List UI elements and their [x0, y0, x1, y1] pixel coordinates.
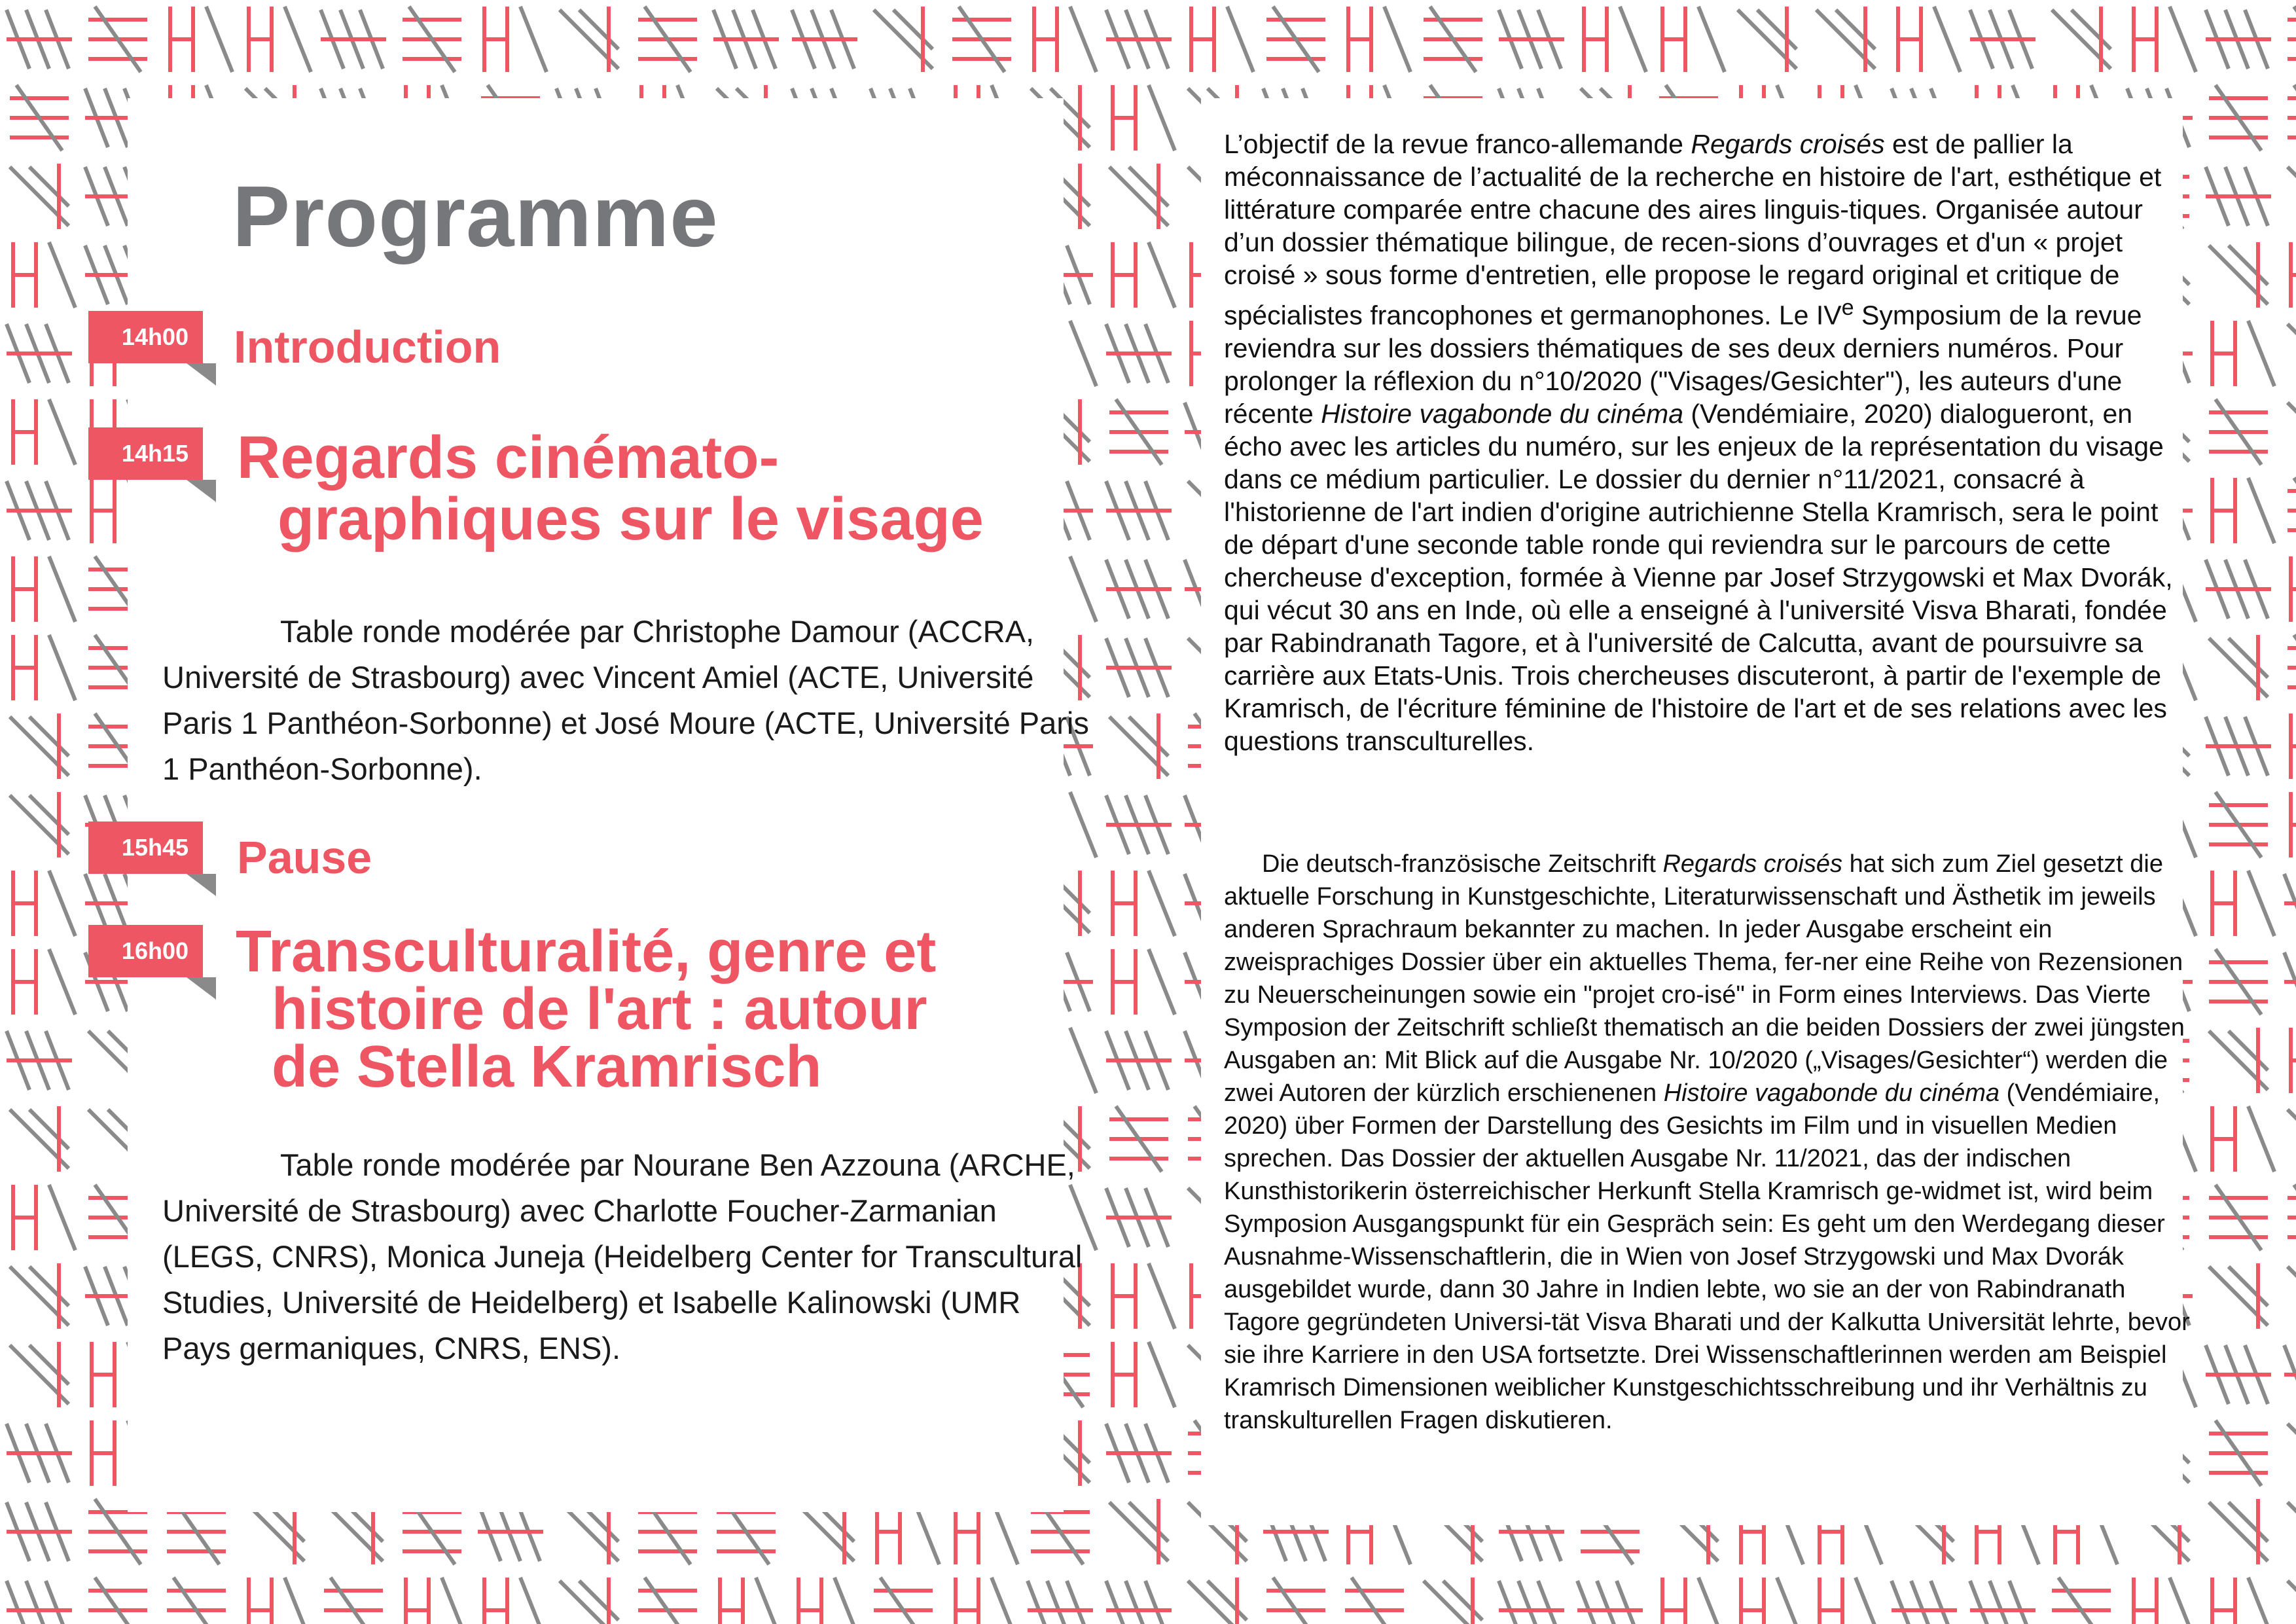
pattern-cell: [1738, 7, 1797, 72]
pattern-cell: [2287, 321, 2296, 386]
pattern-cell: [952, 7, 1011, 72]
pattern-cell: [1109, 164, 1168, 229]
pattern-cell: [10, 1263, 69, 1329]
pattern-line: [2287, 1502, 2296, 1561]
pattern-line: [331, 1578, 376, 1624]
pattern-line: [1070, 7, 1096, 72]
pattern-cell: [2206, 167, 2271, 226]
book-title: Histoire vagabonde du cinéma: [1321, 398, 1683, 429]
pattern-cell: [10, 1106, 69, 1172]
time-label: 15h45: [88, 821, 203, 874]
pattern-cell: [2209, 1499, 2268, 1564]
pattern-cell: [1034, 7, 1096, 72]
pattern-cell: [2209, 1420, 2268, 1486]
pattern-cell: [403, 7, 461, 72]
pattern-cell: [170, 7, 232, 72]
pattern-line: [1777, 1578, 1803, 1624]
pattern-line: [1518, 1581, 1541, 1624]
pattern-line: [579, 1581, 619, 1620]
pattern-cell: [2287, 164, 2296, 229]
pattern-line: [1836, 10, 1875, 49]
pattern-line: [1384, 7, 1410, 72]
pattern-line: [2229, 245, 2268, 285]
title-line: de Stella Kramrisch: [272, 1034, 822, 1100]
pattern-line: [2170, 1578, 2196, 1624]
pattern-cell: [2291, 242, 2296, 308]
pattern-cell: [874, 7, 933, 72]
pattern-cell: [13, 949, 75, 1015]
pattern-line: [1129, 167, 1168, 206]
pattern-cell: [1113, 871, 1175, 936]
pattern-line: [992, 1578, 1018, 1624]
text-run: est de pallier la méconnaissance de l’actualité de la recherche en histoire de l'art, esthétique et littérature comparée entre chacune des aires linguis-tiques. Organisée autour d’un dossier thématique bilingue, de recen-sions d’ouvrages et d'un « projet croisé » sous forme d'entretien, elle propose le regard original et critique de spécialistes francophones et germanophones. Le IV: [1224, 129, 2162, 331]
pattern-cell: [1109, 1499, 1168, 1564]
pattern-cell: [2284, 1345, 2296, 1404]
pattern-cell: [2284, 952, 2296, 1011]
pattern-line: [285, 1578, 311, 1624]
book-title: Histoire vagabonde du cinéma: [1663, 1079, 2000, 1107]
pattern-line: [2248, 1106, 2274, 1172]
pattern-line: [49, 635, 75, 700]
pattern-cell: [10, 164, 69, 229]
pattern-cell: [1188, 1578, 1247, 1624]
pattern-line: [2229, 1031, 2268, 1070]
pattern-line: [1499, 1581, 1522, 1624]
pattern-cell: [1741, 1578, 1803, 1624]
pattern-line: [29, 795, 69, 835]
pattern-cell: [13, 1185, 75, 1250]
pattern-cell: [2209, 1263, 2268, 1329]
pattern-cell: [1970, 10, 2036, 69]
pattern-cell: [2212, 321, 2274, 386]
pattern-cell: [1898, 7, 1960, 72]
pattern-cell: [2134, 7, 2196, 72]
time-label: 16h00: [88, 925, 203, 977]
pattern-cell: [1499, 1581, 1564, 1624]
pattern-cell: [874, 1578, 933, 1624]
pattern-cell: [1028, 1581, 1093, 1624]
session-description-transculturalite: Table ronde modérée par Nourane Ben Azzouna (ARCHE, Université de Strasbourg) avec Charlotte Foucher-Zarmanian (LEGS, CNRS), Monica Juneja (Heidelberg Center for Transcultural Studies, Université de Heidelberg) et Isabelle Kalinowski (UMR Pays germaniques, CNRS, ENS).: [162, 1147, 1083, 1365]
pattern-line: [1698, 1578, 1725, 1624]
pattern-cell: [484, 7, 547, 72]
pattern-cell: [406, 1578, 468, 1624]
pattern-line: [1911, 1581, 1934, 1624]
pattern-line: [1149, 949, 1175, 1015]
pattern-line: [1538, 1581, 1561, 1624]
session-title-introduction: Introduction: [234, 321, 501, 372]
pattern-cell: [2287, 1263, 2296, 1329]
pattern-cell: [1106, 481, 1172, 540]
pattern-cell: [713, 10, 779, 69]
pattern-line: [29, 1267, 69, 1306]
pattern-cell: [2209, 85, 2268, 151]
pattern-line: [1620, 7, 1646, 72]
pattern-cell: [1106, 1581, 1172, 1624]
pattern-line: [1070, 321, 1096, 386]
pattern-line: [834, 1578, 861, 1624]
tag-fold: [187, 874, 216, 896]
pattern-cell: [2287, 85, 2296, 151]
pattern-cell: [2287, 7, 2296, 72]
pattern-line: [29, 1345, 69, 1384]
text-run: L’objectif de la revue franco-allemande: [1224, 129, 1691, 159]
pattern-line: [2248, 871, 2274, 936]
pattern-line: [49, 556, 75, 622]
pattern-cell: [2209, 949, 2268, 1015]
pattern-line: [1931, 1581, 1954, 1624]
pattern-cell: [560, 7, 619, 72]
pattern-cell: [2287, 478, 2296, 543]
pattern-cell: [13, 399, 75, 465]
pattern-cell: [1584, 7, 1646, 72]
session-description-regards: Table ronde modérée par Christophe Damour (ACCRA, Université de Strasbourg) avec Vincent Amiel (ACTE, Université Paris 1 Panthéon-Sorbonne) et José Moure (ACTE, Université Paris 1 Panthéon-Sorbonne).: [162, 614, 1089, 786]
pattern-line: [442, 1578, 468, 1624]
pattern-cell: [88, 1578, 147, 1624]
pattern-cell: [638, 7, 697, 72]
text-run: hat sich zum Ziel gesetzt die aktuelle Forschung in Kunstgeschichte, Literaturwissenschaft und Ästhetik im jeweils anderen Sprachraum bekannter zu machen. In jeder Ausgabe erscheint ein zweisprachiges Dossier über ein aktuelles Thema, fer-ner eine Reihe von Rezensionen zu Neuerscheinungen sowie ein "projet cro-isé" in Form eines Interviews. Das Vierte Symposion der Zeitschrift schließt thematisch an die beiden Dossiers der zwei jüngsten Ausgaben an: Mit Blick auf die Ausgabe Nr. 10/2020 („Visages/Gesichter“) werden die zwei Autoren der kürzlich erschienenen: [1224, 850, 2185, 1107]
pattern-cell: [638, 1578, 697, 1624]
pattern-cell: [2209, 1028, 2268, 1093]
pattern-line: [1273, 1578, 1319, 1624]
pattern-cell: [2212, 871, 2274, 936]
pattern-cell: [2287, 635, 2296, 700]
tag-fold: [187, 363, 216, 386]
pattern-cell: [1191, 7, 1253, 72]
pattern-line: [1892, 1581, 1914, 1624]
pattern-cell: [1106, 10, 1172, 69]
pattern-line: [285, 7, 311, 72]
pattern-cell: [2287, 1578, 2296, 1624]
pattern-line: [1145, 1581, 1168, 1624]
pattern-cell: [1499, 10, 1564, 69]
pattern-line: [1617, 1581, 1640, 1624]
pattern-line: [49, 242, 75, 308]
pattern-cell: [2209, 635, 2268, 700]
pattern-cell: [7, 324, 72, 383]
pattern-cell: [2212, 1578, 2274, 1624]
pattern-cell: [1113, 1263, 1175, 1329]
pattern-cell: [2209, 1185, 2268, 1250]
pattern-line: [1126, 1581, 1149, 1624]
text-run: (Vendémiaire, 2020) über Formen der Darstellung des Gesichts im Film und in visuellen Medien sprechen. Das Dossier der aktuellen Ausgabe Nr. 11/2021, das der indischen Kunsthistorikerin österreichischer Herkunft Stella Kramrisch ge-widmet ist, wird beim Symposion Ausgangspunkt für ein Gespräch sein: Es geht um den Werdegang dieser Ausnahme-Wissenschaftlerin, die in Wien von Josef Strzygowski und Max Dvorák ausgebildet wurde, dann 30 Jahre in Indien lebte, wo sie an der von Rabindranath Tagore gegründeten Universi-tät Visva Bharati und der Kalkutta Universität lehrte, bevor sie ihre Karriere in den USA fortsetzte. Drei Wissenschaftlerinnen werden am Beispiel Kramrisch Dimensionen weiblicher Kunstgeschichtsschreibung und ihr Verhältnis zu transkulturellen Fragen diskutieren.: [1224, 1079, 2190, 1434]
journal-title: Regards croisés: [1691, 129, 1885, 159]
pattern-cell: [7, 1424, 72, 1483]
pattern-line: [756, 1578, 782, 1624]
pattern-line: [579, 10, 619, 49]
pattern-line: [2287, 1267, 2296, 1326]
pattern-cell: [484, 1578, 547, 1624]
pattern-cell: [1662, 1578, 1725, 1624]
pattern-line: [893, 10, 933, 49]
pattern-cell: [7, 1581, 72, 1624]
pattern-cell: [249, 7, 311, 72]
title-line: Regards cinémato-: [237, 424, 780, 491]
pattern-cell: [2209, 399, 2268, 465]
pattern-line: [1149, 85, 1175, 151]
pattern-line: [880, 1578, 926, 1624]
pattern-cell: [2287, 399, 2296, 465]
pattern-line: [1352, 1578, 1397, 1624]
pattern-cell: [1348, 7, 1410, 72]
pattern-cell: [321, 10, 386, 69]
pattern-cell: [13, 871, 75, 936]
time-label: 14h15: [88, 427, 203, 480]
pattern-cell: [2212, 1106, 2274, 1172]
pattern-line: [2287, 1581, 2296, 1624]
session-title-regards: [237, 424, 984, 552]
pattern-cell: [560, 1578, 619, 1624]
pattern-cell: [1113, 1342, 1175, 1407]
pattern-cell: [1106, 1188, 1172, 1247]
text-run: Symposium de la revue reviendra sur les dossiers thématiques de ses deux derniers numéros. Pour prolonger la réflexion du n°10/2020 ("Visages/Gesichter"), les auteurs d'une récente: [1224, 300, 2142, 429]
pattern-line: [2287, 324, 2296, 383]
pattern-cell: [2287, 1420, 2296, 1486]
pattern-line: [2248, 478, 2274, 543]
pattern-cell: [2209, 242, 2268, 308]
pattern-cell: [2134, 1578, 2196, 1624]
pattern-line: [2248, 1578, 2274, 1624]
pattern-cell: [1106, 795, 1172, 854]
pattern-line: [520, 1578, 547, 1624]
pattern-cell: [1109, 1106, 1168, 1172]
pattern-line: [1067, 1581, 1090, 1624]
pattern-line: [1856, 1578, 1882, 1624]
pattern-cell: [1106, 560, 1172, 619]
pattern-cell: [1816, 7, 1875, 72]
pattern-cell: [2206, 560, 2271, 619]
pattern-cell: [1424, 1578, 1482, 1624]
pattern-line: [29, 717, 69, 756]
pattern-cell: [1106, 1424, 1172, 1483]
pattern-line: [1149, 242, 1175, 308]
pattern-cell: [249, 1578, 311, 1624]
pattern-cell: [1106, 324, 1172, 383]
pattern-line: [520, 7, 547, 72]
pattern-line: [1597, 1581, 1620, 1624]
pattern-line: [1047, 1581, 1070, 1624]
pattern-cell: [7, 1031, 72, 1090]
pattern-cell: [13, 242, 75, 308]
pattern-cell: [1113, 949, 1175, 1015]
pattern-line: [2287, 403, 2296, 461]
pattern-line: [49, 399, 75, 465]
pattern-line: [173, 1578, 219, 1624]
pattern-line: [2287, 1424, 2296, 1483]
session-title-transculturalite: [236, 919, 937, 1100]
pattern-line: [2229, 1502, 2268, 1542]
pattern-line: [46, 1581, 69, 1624]
pattern-cell: [2052, 7, 2111, 72]
german-paragraph: [1224, 848, 2193, 1437]
pattern-line: [1129, 1502, 1168, 1542]
french-paragraph: [1224, 128, 2193, 757]
pattern-line: [2287, 167, 2296, 226]
pattern-line: [2072, 10, 2111, 49]
pattern-cell: [2291, 713, 2296, 779]
pattern-cell: [10, 85, 69, 151]
pattern-line: [2248, 321, 2274, 386]
pattern-cell: [1109, 713, 1168, 779]
pattern-line: [1149, 1342, 1175, 1407]
pattern-cell: [2291, 556, 2296, 622]
text-run: Die deutsch-französische Zeitschrift: [1262, 850, 1663, 878]
pattern-cell: [2287, 1185, 2296, 1250]
pattern-cell: [2284, 874, 2296, 933]
tag-fold: [187, 480, 216, 502]
pattern-line: [1990, 1581, 2013, 1624]
pattern-line: [2009, 1581, 2032, 1624]
pattern-line: [1757, 10, 1797, 49]
pattern-cell: [2291, 1028, 2296, 1093]
pattern-line: [49, 871, 75, 936]
pattern-cell: [7, 10, 72, 69]
pattern-line: [645, 1578, 691, 1624]
pattern-cell: [2287, 1106, 2296, 1172]
pattern-cell: [2206, 10, 2271, 69]
journal-title: Regards croisés: [1662, 850, 1843, 878]
pattern-cell: [1892, 1581, 1957, 1624]
pattern-cell: [1113, 85, 1175, 151]
pattern-line: [206, 7, 232, 72]
pattern-cell: [1106, 1031, 1172, 1090]
pattern-cell: [13, 556, 75, 622]
time-tag-1545: [88, 821, 203, 874]
pattern-cell: [1113, 242, 1175, 308]
time-label: 14h00: [88, 311, 203, 363]
pattern-line: [2229, 638, 2268, 677]
pattern-cell: [7, 1502, 72, 1561]
pattern-cell: [720, 1578, 782, 1624]
time-tag-1415: [88, 427, 203, 480]
pattern-cell: [1345, 1578, 1404, 1624]
page-title: Programme: [232, 168, 719, 264]
pattern-cell: [2212, 478, 2274, 543]
pattern-cell: [2206, 717, 2271, 776]
pattern-cell: [10, 713, 69, 779]
pattern-line: [1129, 717, 1168, 756]
pattern-line: [1208, 1581, 1247, 1620]
pattern-cell: [1662, 7, 1725, 72]
pattern-line: [1934, 7, 1960, 72]
pattern-line: [1106, 1581, 1129, 1624]
pattern-cell: [1109, 399, 1168, 465]
pattern-cell: [167, 1578, 226, 1624]
pattern-cell: [798, 1578, 861, 1624]
pattern-cell: [1970, 1581, 2036, 1624]
pattern-line: [29, 167, 69, 206]
pattern-line: [2287, 1110, 2296, 1168]
pattern-cell: [1424, 7, 1482, 72]
time-tag-1600: [88, 925, 203, 977]
pattern-line: [1149, 1263, 1175, 1329]
pattern-cell: [1106, 638, 1172, 697]
pattern-cell: [2287, 1499, 2296, 1564]
pattern-line: [1577, 1581, 1600, 1624]
pattern-line: [1443, 1581, 1482, 1620]
pattern-cell: [2052, 1578, 2111, 1624]
pattern-cell: [10, 792, 69, 857]
pattern-line: [1149, 871, 1175, 936]
time-tag-1400: [88, 311, 203, 363]
pattern-line: [1070, 792, 1096, 857]
pattern-line: [49, 1185, 75, 1250]
pattern-cell: [792, 10, 857, 69]
tag-fold: [187, 977, 216, 1000]
pattern-cell: [1266, 7, 1325, 72]
pattern-cell: [2209, 792, 2268, 857]
session-title-pause: Pause: [237, 832, 372, 883]
pattern-line: [95, 1578, 141, 1624]
pattern-line: [1970, 1581, 1993, 1624]
pattern-line: [2170, 7, 2196, 72]
pattern-line: [7, 1581, 29, 1624]
pattern-cell: [1820, 1578, 1882, 1624]
pattern-cell: [7, 481, 72, 540]
pattern-line: [49, 949, 75, 1015]
pattern-line: [1698, 7, 1725, 72]
pattern-cell: [1577, 1581, 1643, 1624]
pattern-cell: [2206, 1345, 2271, 1404]
title-line: graphiques sur le visage: [278, 486, 984, 552]
superscript: e: [1841, 295, 1854, 320]
pattern-cell: [13, 635, 75, 700]
pattern-line: [2058, 1578, 2104, 1624]
pattern-cell: [2291, 792, 2296, 857]
pattern-line: [1227, 7, 1253, 72]
pattern-line: [26, 1581, 49, 1624]
pattern-cell: [1266, 1578, 1325, 1624]
pattern-line: [1028, 1581, 1050, 1624]
pattern-cell: [956, 1578, 1018, 1624]
pattern-cell: [10, 1342, 69, 1407]
pattern-cell: [324, 1578, 383, 1624]
text-run: (Vendémiaire, 2020) dialogueront, en écho avec les articles du numéro, sur les enjeux de la représentation du visage dans ce médium particulier. Le dossier du dernier n°11/2021, consacré à l'historienne de l'art indien d'origine autrichienne Stella Kramrisch, sera le point de départ d'une seconde table ronde qui reviendra sur le parcours de cette chercheuse d'exception, formée à Vienne par Josef Strzygowski et Max Dvorák, qui vécut 30 ans en Inde, où elle a enseigné à l'université Visva Bharati, fondée par Rabindranath Tagore, et à l'université de Calcutta, avant de poursuivre sa carrière aux Etats-Unis. Trois chercheuses discuteront, à partir de l'exemple de Kramrisch, de l'écriture féminine de l'histoire de l'art et de ses relations avec les questions transculturelles.: [1224, 398, 2173, 756]
pattern-line: [29, 1110, 69, 1149]
title-line: Transculturalité, genre et: [236, 919, 937, 984]
pattern-line: [2229, 1267, 2268, 1306]
pattern-cell: [88, 7, 147, 72]
pattern-line: [1070, 1028, 1096, 1093]
title-line: histoire de l'art : autour: [272, 977, 927, 1042]
